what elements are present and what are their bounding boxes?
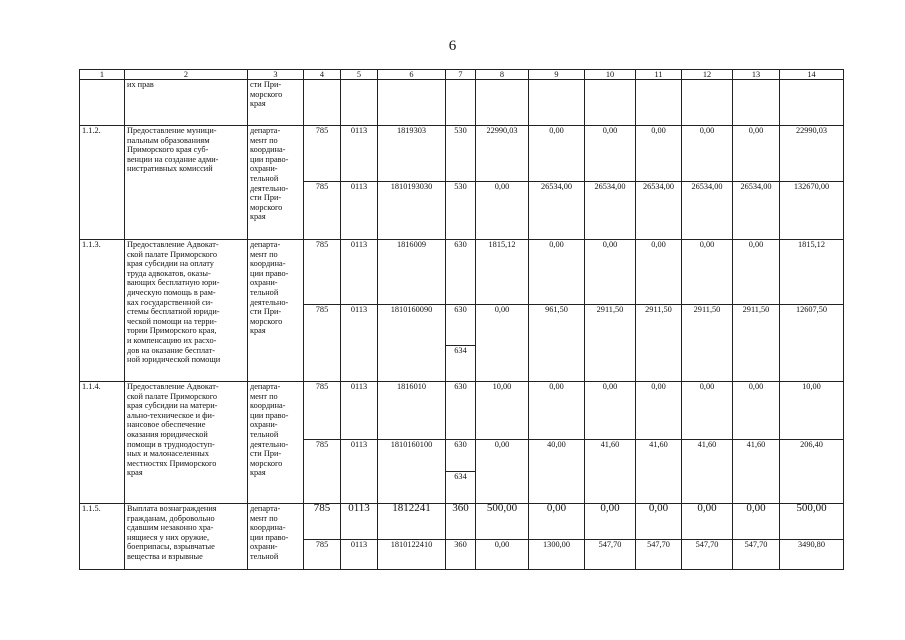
- column-number: 3: [248, 70, 304, 80]
- amount-cell: 0,00: [585, 382, 636, 440]
- continuation-row: [80, 80, 844, 126]
- amount-cell: 0,00: [476, 440, 529, 504]
- amount-cell: 0,00: [636, 504, 682, 540]
- item-executor: департа- мент по координа- ции право- охрани- тельной деятельно- сти При- морского края: [248, 382, 304, 504]
- grbs-code: 785: [304, 182, 341, 240]
- target-code: 1810160100: [378, 440, 446, 504]
- column-number: 13: [733, 70, 780, 80]
- amount-cell: 500,00: [476, 504, 529, 540]
- amount-cell: 41,60: [682, 440, 733, 504]
- total-cell: 22990,03: [780, 126, 844, 182]
- column-number: 1: [80, 70, 125, 80]
- cell-empty: [780, 80, 844, 126]
- cell-empty: [585, 80, 636, 126]
- grbs-code: 785: [304, 126, 341, 182]
- expense-code: 530: [446, 182, 476, 240]
- column-number: 12: [682, 70, 733, 80]
- amount-cell: 0,00: [682, 126, 733, 182]
- cell-empty: [733, 80, 780, 126]
- grbs-code: 785: [304, 240, 341, 305]
- target-code: 1812241: [378, 504, 446, 540]
- section-code: 0113: [341, 182, 378, 240]
- cell-empty: [529, 80, 585, 126]
- amount-cell: 0,00: [636, 126, 682, 182]
- total-cell: 10,00: [780, 382, 844, 440]
- grbs-code: 785: [304, 540, 341, 570]
- target-code: 1819303: [378, 126, 446, 182]
- expense-code: 360: [446, 540, 476, 570]
- table-row: [80, 126, 844, 182]
- total-cell: 132670,00: [780, 182, 844, 240]
- amount-cell: 41,60: [585, 440, 636, 504]
- amount-cell: 26534,00: [636, 182, 682, 240]
- column-number: 14: [780, 70, 844, 80]
- amount-cell: 547,70: [733, 540, 780, 570]
- cell-empty: [341, 80, 378, 126]
- item-name: Выплата вознаграждения гражданам, добровольно сдавшим незаконно хра- нящиеся у них оружие, боеприпасы, взрывчатые вещества и взрывные: [125, 504, 248, 570]
- amount-cell: 0,00: [682, 382, 733, 440]
- amount-cell: 2911,50: [682, 305, 733, 382]
- amount-cell: 547,70: [636, 540, 682, 570]
- expense-code: 630: [446, 382, 476, 440]
- amount-cell: 547,70: [682, 540, 733, 570]
- amount-cell: 0,00: [733, 126, 780, 182]
- item-number: 1.1.4.: [80, 382, 125, 504]
- expense-code: 634: [446, 346, 476, 382]
- column-number: 10: [585, 70, 636, 80]
- expense-code: 630: [446, 440, 476, 472]
- column-number: 7: [446, 70, 476, 80]
- column-number-row: [80, 70, 844, 80]
- section-code: 0113: [341, 126, 378, 182]
- amount-cell: 22990,03: [476, 126, 529, 182]
- amount-cell: 0,00: [476, 182, 529, 240]
- amount-cell: 0,00: [529, 382, 585, 440]
- target-code: 1816010: [378, 382, 446, 440]
- amount-cell: 0,00: [733, 504, 780, 540]
- amount-cell: 26534,00: [682, 182, 733, 240]
- amount-cell: 0,00: [682, 240, 733, 305]
- expense-code: 634: [446, 472, 476, 504]
- target-code: 1810160090: [378, 305, 446, 382]
- section-code: 0113: [341, 305, 378, 382]
- table-row: [80, 240, 844, 305]
- item-executor: департа- мент по координа- ции право- охрани- тельной деятельно- сти При- морского края: [248, 126, 304, 240]
- budget-table: [79, 69, 844, 570]
- amount-cell: 0,00: [585, 240, 636, 305]
- amount-cell: 41,60: [733, 440, 780, 504]
- total-cell: 500,00: [780, 504, 844, 540]
- expense-code: 530: [446, 126, 476, 182]
- amount-cell: 547,70: [585, 540, 636, 570]
- section-code: 0113: [341, 440, 378, 504]
- amount-cell: 0,00: [636, 240, 682, 305]
- grbs-code: 785: [304, 382, 341, 440]
- amount-cell: 26534,00: [529, 182, 585, 240]
- item-number: 1.1.5.: [80, 504, 125, 570]
- expense-code: 630: [446, 305, 476, 346]
- target-code: 1810122410: [378, 540, 446, 570]
- total-cell: 12607,50: [780, 305, 844, 382]
- amount-cell: 26534,00: [585, 182, 636, 240]
- amount-cell: 26534,00: [733, 182, 780, 240]
- amount-cell: 0,00: [529, 126, 585, 182]
- expense-code: 630: [446, 240, 476, 305]
- amount-cell: 2911,50: [585, 305, 636, 382]
- table-row: [80, 504, 844, 540]
- cell-empty: [446, 80, 476, 126]
- amount-cell: 0,00: [682, 504, 733, 540]
- item-executor: департа- мент по координа- ции право- охрани- тельной: [248, 504, 304, 570]
- total-cell: 3490,80: [780, 540, 844, 570]
- amount-cell: 0,00: [733, 240, 780, 305]
- section-code: 0113: [341, 540, 378, 570]
- amount-cell: 41,60: [636, 440, 682, 504]
- item-name: Предоставление муници- пальным образованиям Приморского края суб- венции на создание адми- нистративных комиссий: [125, 126, 248, 240]
- amount-cell: 0,00: [636, 382, 682, 440]
- amount-cell: 0,00: [529, 240, 585, 305]
- cell-empty: [378, 80, 446, 126]
- page-number: 6: [448, 38, 457, 54]
- amount-cell: 2911,50: [733, 305, 780, 382]
- item-executor: департа- мент по координа- ции право- охрани- тельной деятельно- сти При- морского края: [248, 240, 304, 382]
- amount-cell: 1300,00: [529, 540, 585, 570]
- expense-code: 360: [446, 504, 476, 540]
- target-code: 1810193030: [378, 182, 446, 240]
- grbs-code: 785: [304, 504, 341, 540]
- section-code: 0113: [341, 504, 378, 540]
- column-number: 11: [636, 70, 682, 80]
- column-number: 2: [125, 70, 248, 80]
- grbs-code: 785: [304, 440, 341, 504]
- amount-cell: 0,00: [585, 504, 636, 540]
- grbs-code: 785: [304, 305, 341, 382]
- item-number: 1.1.2.: [80, 126, 125, 240]
- amount-cell: 0,00: [476, 540, 529, 570]
- amount-cell: 961,50: [529, 305, 585, 382]
- amount-cell: 0,00: [476, 305, 529, 382]
- column-number: 4: [304, 70, 341, 80]
- amount-cell: 1815,12: [476, 240, 529, 305]
- cell-empty: [682, 80, 733, 126]
- column-number: 6: [378, 70, 446, 80]
- amount-cell: 10,00: [476, 382, 529, 440]
- amount-cell: 40,00: [529, 440, 585, 504]
- continued-executor: сти При- морского края: [248, 80, 304, 126]
- item-number: 1.1.3.: [80, 240, 125, 382]
- amount-cell: 0,00: [529, 504, 585, 540]
- item-name: Предоставление Адвокат- ской палате Приморского края субсидии на матери- ально-техническое и фи- нансовое обеспечение оказания юридической помощи в труднодоступ- ных и малонаселенных местностях Приморского края: [125, 382, 248, 504]
- cell-empty: [304, 80, 341, 126]
- amount-cell: 0,00: [733, 382, 780, 440]
- target-code: 1816009: [378, 240, 446, 305]
- column-number: 8: [476, 70, 529, 80]
- amount-cell: 0,00: [585, 126, 636, 182]
- cell-empty: [636, 80, 682, 126]
- total-cell: 206,40: [780, 440, 844, 504]
- total-cell: 1815,12: [780, 240, 844, 305]
- column-number: 9: [529, 70, 585, 80]
- cell-empty: [476, 80, 529, 126]
- table-row: [80, 382, 844, 440]
- amount-cell: 2911,50: [636, 305, 682, 382]
- item-name: Предоставление Адвокат- ской палате Приморского края субсидии на оплату труда адвокатов, оказы- вающих бесплатную юри- дическую помощь в рам- ках государственной си- стемы бесплатной юриди- ческой помощи на терри- тории Приморского края, и компенсацию их расхо- дов на оказание бесплат- ной юридической помощи: [125, 240, 248, 382]
- column-number: 5: [341, 70, 378, 80]
- section-code: 0113: [341, 240, 378, 305]
- cell-empty: [80, 80, 125, 126]
- continued-name: их прав: [125, 80, 248, 126]
- section-code: 0113: [341, 382, 378, 440]
